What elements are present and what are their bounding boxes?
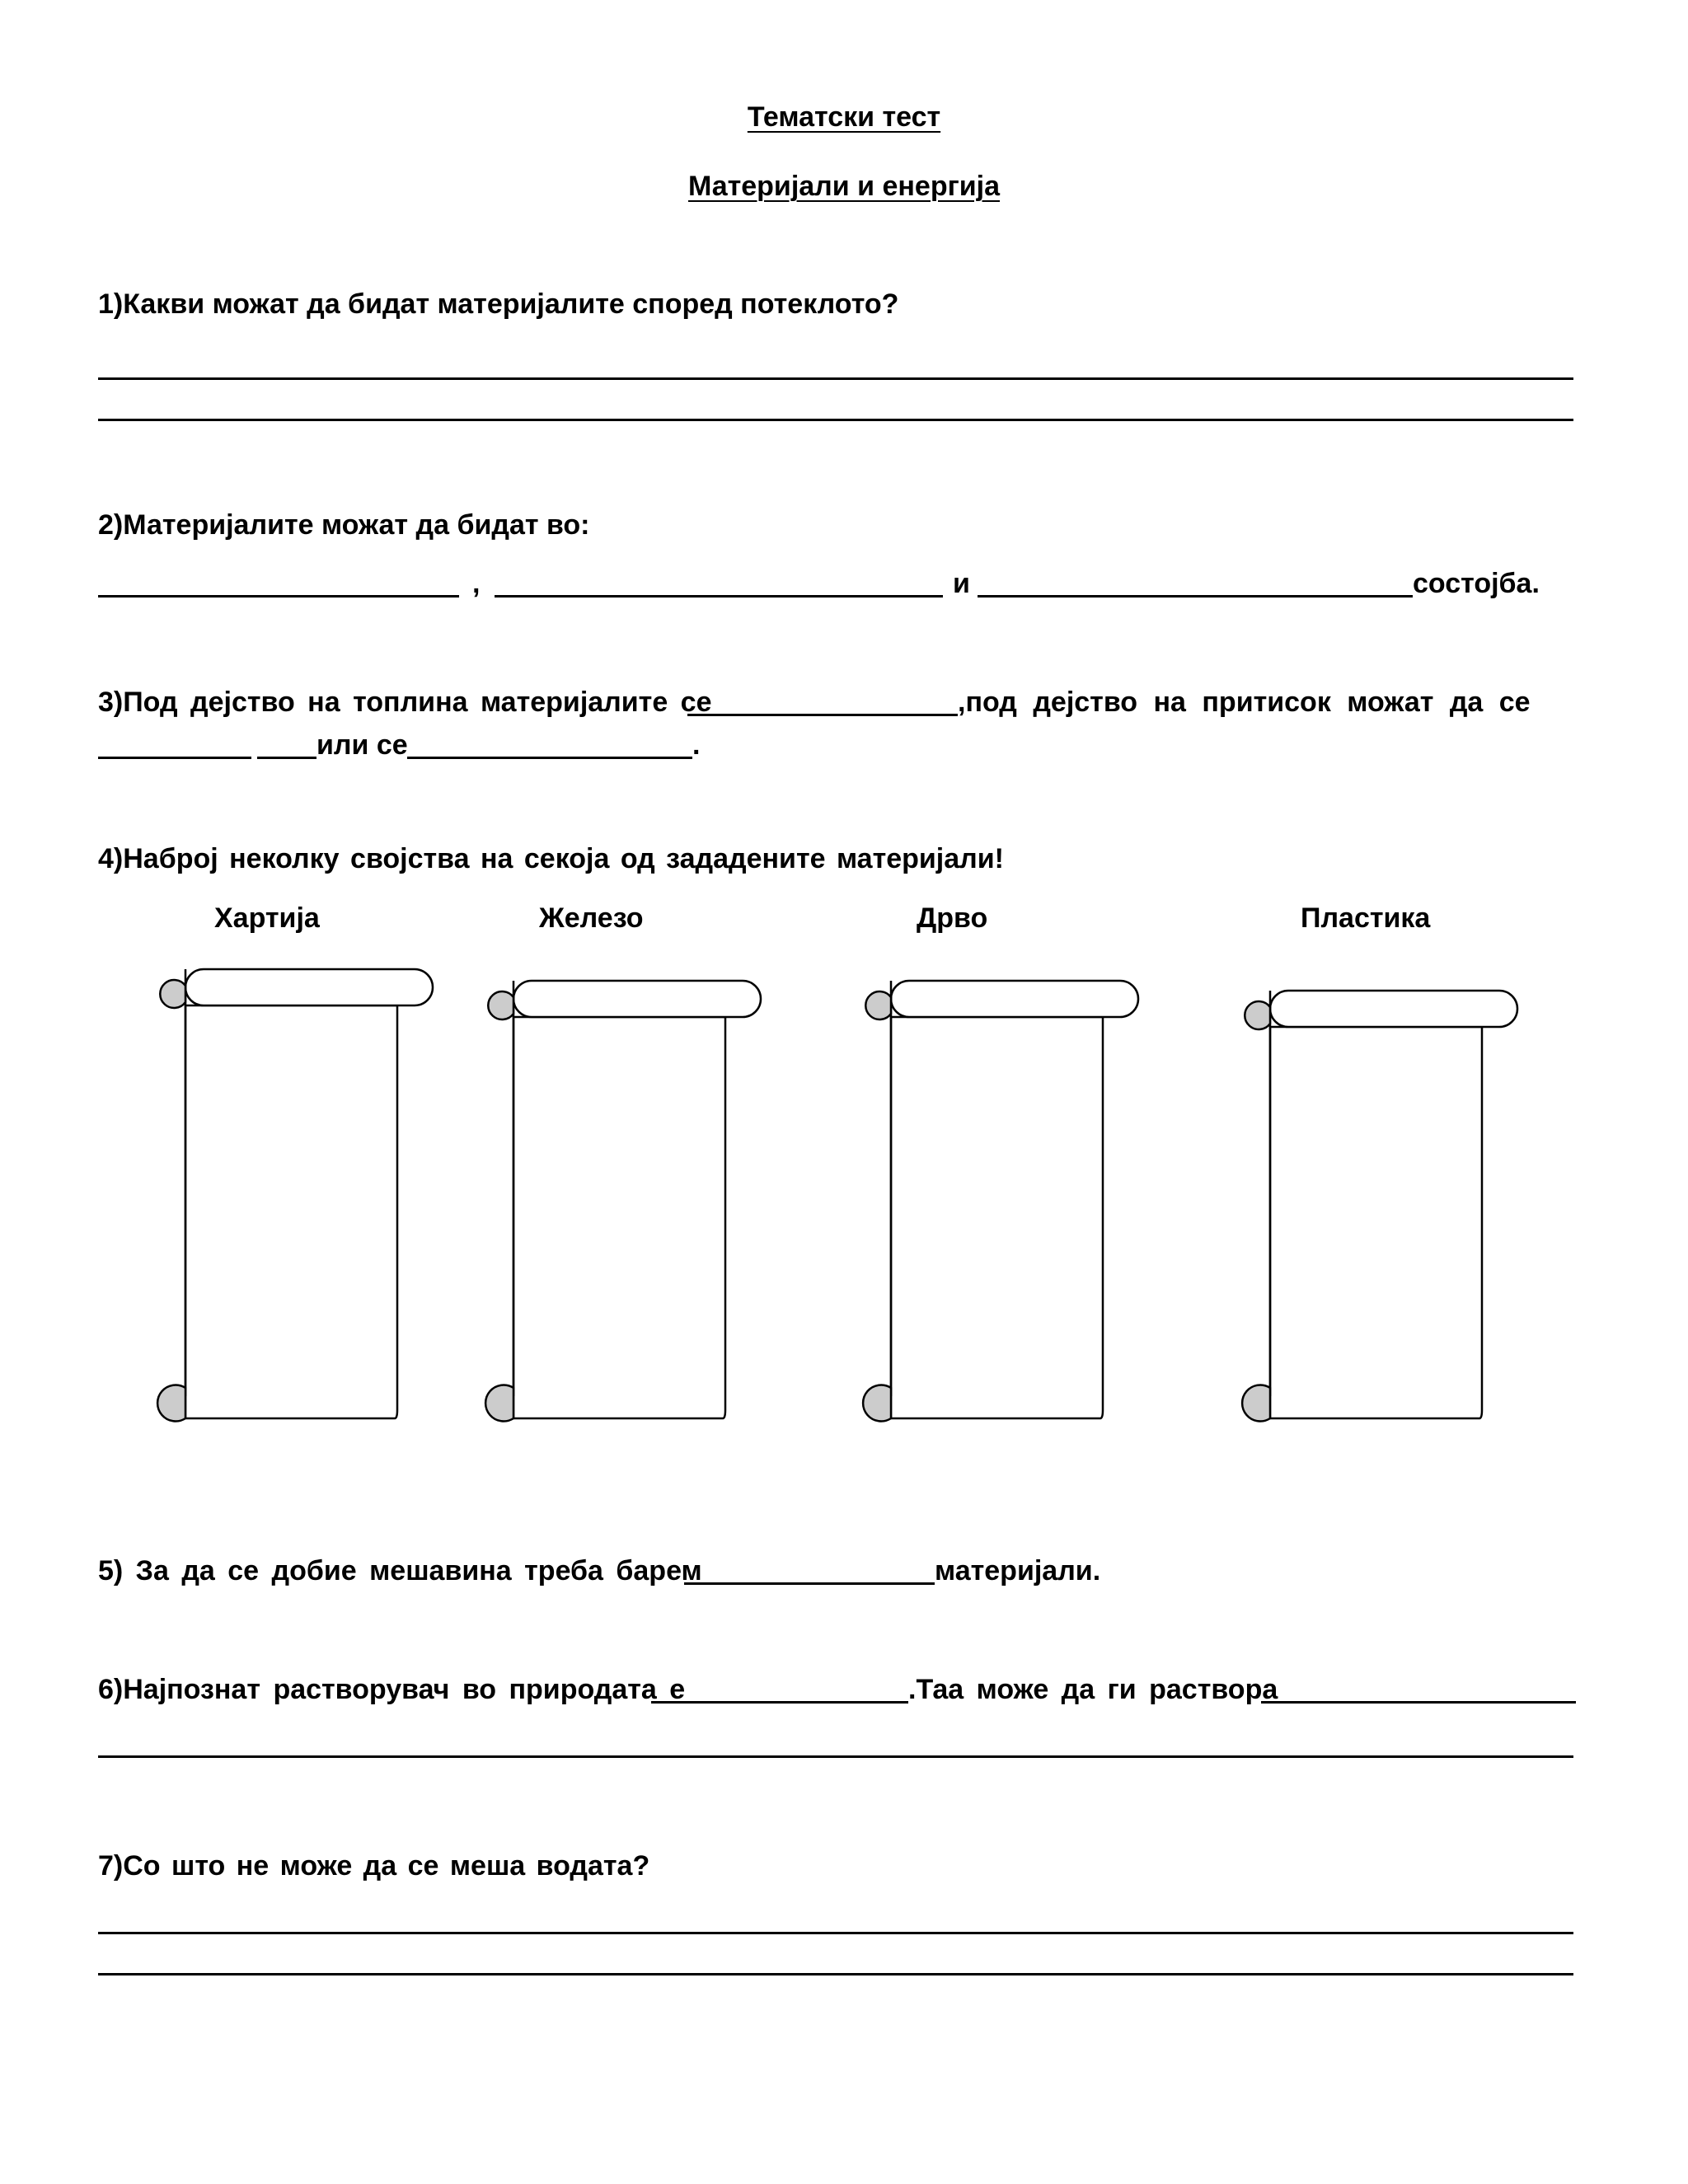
- scroll-answer-box-iron[interactable]: [475, 977, 771, 1431]
- material-label-paper: Хартија: [214, 902, 320, 934]
- page-subtitle: Материјали и енергија: [687, 171, 1001, 202]
- answer-blank-2c[interactable]: [978, 595, 1413, 598]
- answer-blank-2b[interactable]: [495, 595, 943, 598]
- answer-line-6c[interactable]: [98, 1755, 1573, 1758]
- answer-line-1a[interactable]: [98, 377, 1573, 380]
- question-6-part2: .Таа може да ги раствора: [908, 1674, 1278, 1705]
- answer-blank-2a[interactable]: [98, 595, 459, 598]
- question-3-part3: или се: [316, 729, 408, 761]
- question-5-part1: 5) За да се добие мешавина треба барем: [98, 1555, 702, 1586]
- scroll-answer-box-wood[interactable]: [852, 977, 1149, 1431]
- page-title: Тематски тест: [747, 101, 941, 133]
- scroll-answer-box-plastic[interactable]: [1231, 987, 1528, 1432]
- question-2-and: и: [953, 568, 970, 599]
- answer-line-1b[interactable]: [98, 419, 1573, 421]
- answer-line-7b[interactable]: [98, 1973, 1573, 1975]
- answer-blank-6a[interactable]: [651, 1701, 908, 1704]
- question-7-text: 7)Со што не може да се меша водата?: [98, 1850, 650, 1882]
- question-6-part1: 6)Најпознат растворувач во природата е: [98, 1674, 686, 1705]
- answer-blank-5[interactable]: [684, 1582, 935, 1585]
- answer-blank-3b[interactable]: [98, 757, 251, 759]
- question-1-text: 1)Какви можат да бидат материјалите според потеклото?: [98, 288, 899, 320]
- question-2-comma: ,: [472, 568, 481, 599]
- material-label-iron: Железо: [539, 902, 644, 934]
- answer-blank-6b[interactable]: [1261, 1701, 1576, 1704]
- question-3-part2: ,под дејство на притисок можат да се: [958, 687, 1531, 718]
- material-label-wood: Дрво: [917, 902, 988, 934]
- question-3-end: .: [692, 729, 701, 761]
- question-3-part1: 3)Под дејство на топлина материјалите се: [98, 687, 712, 718]
- answer-line-7a[interactable]: [98, 1932, 1573, 1934]
- question-2-end: состојба.: [1413, 568, 1540, 599]
- scroll-answer-box-paper[interactable]: [147, 966, 443, 1427]
- answer-blank-3a[interactable]: [687, 714, 958, 716]
- answer-blank-3c[interactable]: [257, 757, 316, 759]
- question-2-text: 2)Материјалите можат да бидат во:: [98, 509, 590, 541]
- question-5-end: материјали.: [935, 1555, 1101, 1586]
- question-4-text: 4)Наброј неколку својства на секоја од зададените материјали!: [98, 843, 1004, 874]
- answer-blank-3d[interactable]: [407, 757, 692, 759]
- material-label-plastic: Пластика: [1301, 902, 1431, 934]
